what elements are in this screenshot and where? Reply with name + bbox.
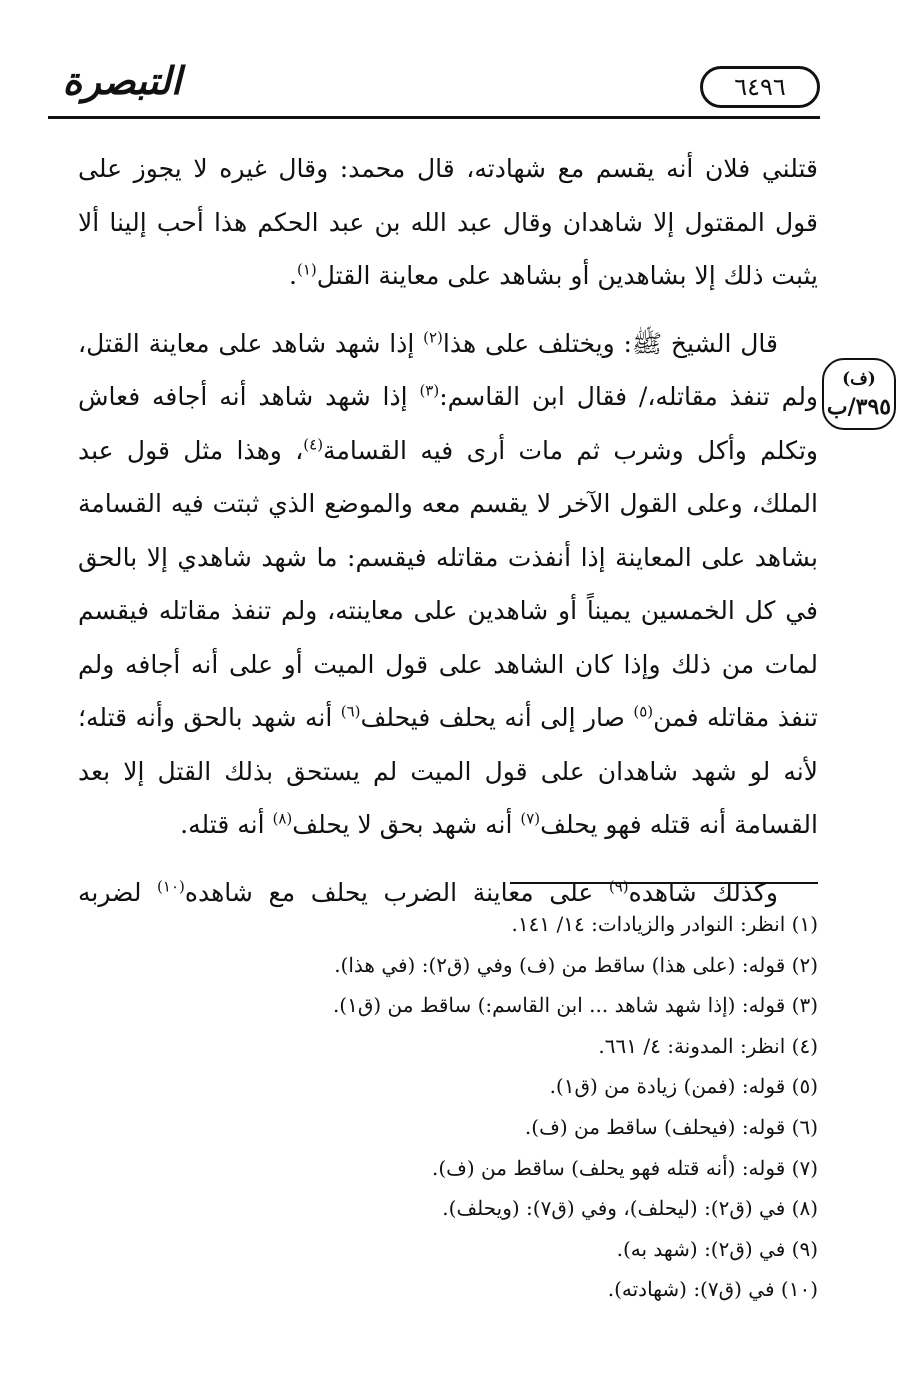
footnote: (٣) قوله: (إذا شهد شاهد ... ابن القاسم:) ساقط من (ق١).	[332, 993, 818, 1018]
footnote: (١٠) في (ق٧): (شهادته).	[607, 1277, 818, 1302]
footnote-ref: (١)	[296, 260, 317, 279]
page-number: ٦٤٩٦	[700, 66, 820, 108]
footnote-ref: (١٠)	[157, 877, 185, 896]
folio-number: ٣٩٥/ب	[826, 394, 892, 420]
footnote: (٨) في (ق٢): (ليحلف)، وفي (ق٧): (ويحلف).	[442, 1196, 818, 1221]
footnotes	[100, 904, 818, 1310]
footnote: (١) انظر: النوادر والزيادات: ١٤/ ١٤١.	[511, 912, 818, 936]
footnote-ref: (٨)	[272, 809, 293, 828]
footnote-separator	[510, 882, 818, 884]
manuscript-folio-marker	[822, 358, 896, 430]
footnote-ref: (٥)	[633, 702, 654, 721]
footnote: (٥) قوله: (فمن) زيادة من (ق١).	[549, 1074, 818, 1099]
footnote-ref: (٣)	[419, 381, 440, 400]
footnote-ref: (٧)	[520, 809, 541, 828]
footnote-ref: (٢)	[423, 328, 443, 347]
footnote-ref: (٤)	[303, 435, 324, 454]
footnote: (٧) قوله: (أنه قتله فهو يحلف) ساقط من (ف).	[431, 1155, 818, 1180]
running-head-title: التبصرة	[62, 58, 182, 103]
paragraph-2: قال الشيخ ﷺ: ويختلف على هذا$^{(٢)}$ إذا شهد شاهد على معاينة القتل، ولم تنفذ مقاتله،/ فقال ابن القاسم:$^{(٣)}$ إذا شهد شاهد أنه أجافه فعاش وتكلم وأكل وشرب ثم مات أرى فيه القسامة$^{(٤)}$، وهذا مثل قول عبد الملك، وعلى القول الآخر لا يقسم معه والموضع الذي ثبتت فيه القسامة بشاهد على المعاينة إذا أنفذت مقاتله فيقسم: ما شهد شاهدي إلا بالحق في كل الخمسين يميناً أو شاهدين على معاينته، ولم تنفذ مقاتله فيقسم لمات من ذلك وإذا كان الشاهد على قول الميت أو على أنه أجافه ولم تنفذ مقاتله فمن$^{(٥)}$ صار إلى أنه يحلف فيحلف$^{(٦)}$ أنه شهد بالحق وأنه قتله؛ لأنه لو شهد شاهدان على قول الميت لم يستحق بذلك القتل إلا بعد القسامة أنه قتله فهو يحلف$^{(٧)}$ أنه شهد بحق لا يحلف$^{(٨)}$ أنه قتله.	[78, 328, 819, 839]
footnote: (٩) في (ق٢): (شهد به).	[616, 1236, 818, 1261]
footnote: (٢) قوله: (على هذا) ساقط من (ف) وفي (ق٢): (في هذا).	[334, 952, 818, 977]
header-rule	[48, 116, 820, 119]
main-text	[78, 142, 818, 919]
footnote-ref: (٦)	[340, 702, 361, 721]
footnote: (٤) انظر: المدونة: ٤/ ٦٦١.	[598, 1033, 818, 1058]
footnote: (٦) قوله: (فيحلف) ساقط من (ف).	[524, 1114, 818, 1139]
manuscript-siglum: (ف)	[842, 369, 876, 389]
paragraph-3: وكذلك شاهده$^{(٩)}$ على معاينة الضرب يحلف مع شاهده$^{(١٠)}$ لضربه	[78, 877, 778, 907]
paragraph-1: قتلني فلان أنه يقسم مع شهادته، قال محمد: وقال غيره لا يجوز على قول المقتول إلا شاهدان وقال عبد الله بن عبد الحكم هذا أحب إلينا ألا يثبت ذلك إلا بشاهدين أو بشاهد على معاينة القتل$^{(١)}$.	[78, 154, 818, 290]
footnote-ref: (٩)	[608, 877, 629, 896]
